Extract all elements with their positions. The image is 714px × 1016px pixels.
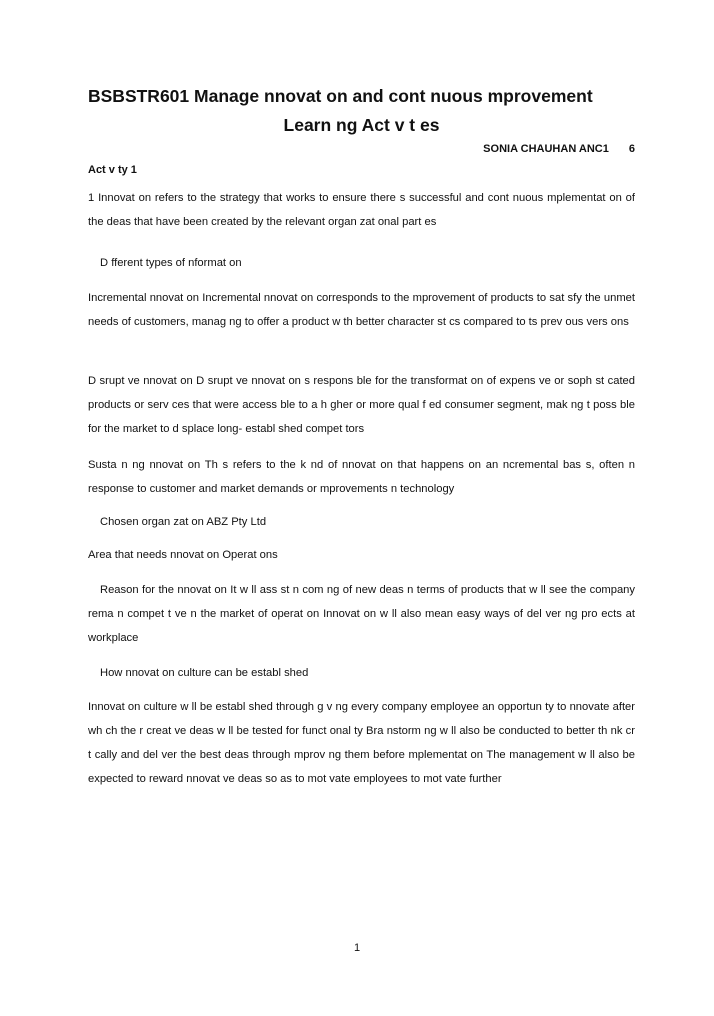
paragraph-organization: Chosen organ zat on ABZ Pty Ltd (100, 516, 267, 528)
paragraph-culture-heading: How nnovat on culture can be establ shed (100, 667, 309, 679)
paragraph-culture: Innovat on culture w ll be establ shed through g v ng every company employee an opportun ty to nnovate after wh ch the r creat ve deas w ll be tested for funct onal ty Bra nstorm ng w ll also be conducted to better th nk cr t cally and del ver the best deas through mprov ng them before mplementat on The management w ll also be expected to reward nnovat ve deas so as to mot vate employees to mot vate further (88, 701, 635, 785)
document-subtitle: Learn ng Act v t es (283, 115, 440, 135)
author-number: 6 (628, 143, 635, 155)
paragraph-reason: Reason for the nnovat on It w ll ass st n com ng of new deas n terms of products that w ll see the company rema n compet t ve n the market of operat on Innovat on w ll also mean easy ways of del ver ng pro ects at workplace (88, 584, 635, 644)
paragraph-incremental: Incremental nnovat on Incremental nnovat on corresponds to the mprovement of products to sat sfy the unmet needs of customers, manag ng to offer a product w th better character st cs compared to ts prev ous vers ons (88, 292, 635, 328)
document-title: BSBSTR601 Manage nnovat on and cont nuous mprovement (88, 86, 593, 106)
paragraph-innovation-definition: 1 Innovat on refers to the strategy that works to ensure there s successful and cont nuous mplementat on of the deas that have been created by the relevant organ zat onal part es (88, 192, 635, 228)
paragraph-area: Area that needs nnovat on Operat ons (88, 549, 278, 561)
paragraph-types-heading: D fferent types of nformat on (100, 257, 242, 269)
author-name: SONIA CHAUHAN ANC1 (483, 143, 609, 155)
author-line (483, 143, 635, 155)
page-number: 1 (353, 942, 361, 954)
activity-heading: Act v ty 1 (88, 164, 137, 176)
paragraph-disruptive: D srupt ve nnovat on D srupt ve nnovat on s respons ble for the transformat on of expens ve or soph st cated products or serv ces that were access ble to a h gher or more qual f ed consumer segment, mak ng t poss ble for the market to d splace long- establ shed compet tors (88, 375, 635, 435)
paragraph-sustaining: Susta n ng nnovat on Th s refers to the k nd of nnovat on that happens on an ncremental bas s, often n response to customer and market demands or mprovements n technology (88, 459, 635, 495)
